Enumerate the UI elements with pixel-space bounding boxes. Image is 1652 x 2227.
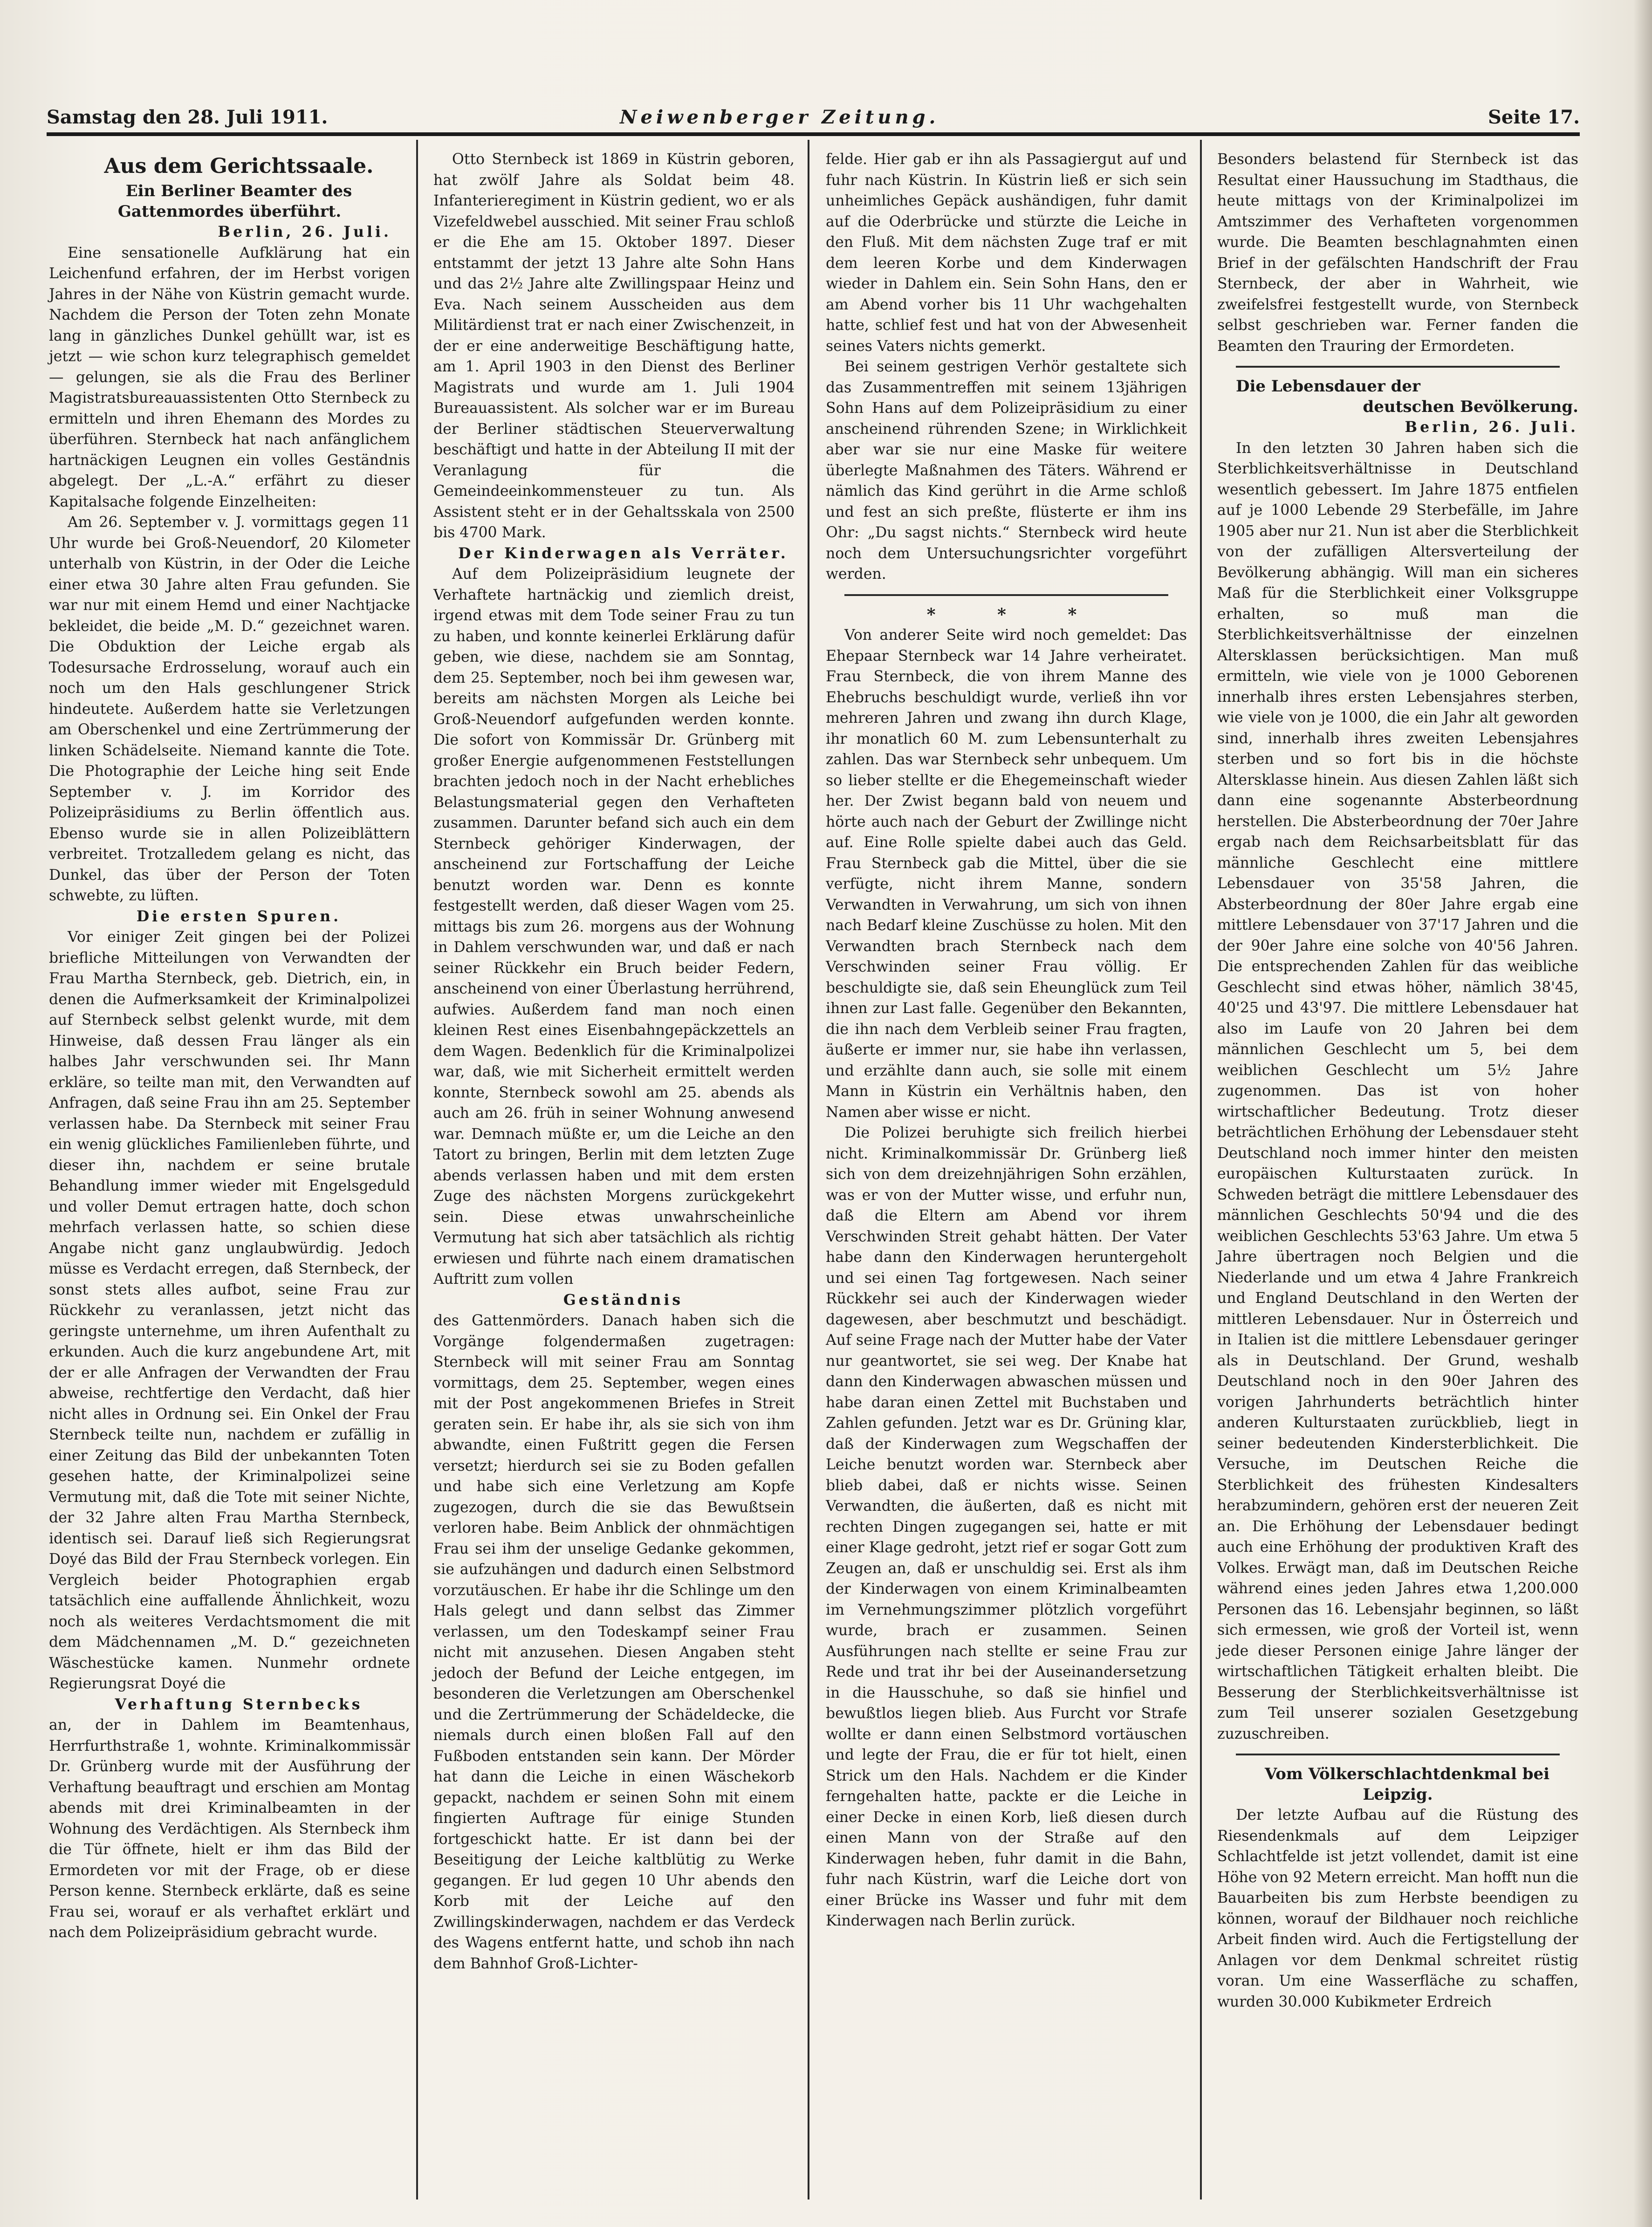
article-paragraph: an, der in Dahlem im Beamtenhaus, Herrfurthstraße 1, wohnte. Kriminalkommissär Dr. Grünberg wurde mit der Ausführung der Verhaftung beauftragt und erschien am Montag abends mit drei Kriminalbeamten in der Wohnung des Verdächtigen. Als Sternbeck ihm die Tür öffnete, hielt er ihm das Bild der Ermordeten vor mit der Frage, ob er diese Person kenne. Sternbeck erklärte, daß es seine Frau sei, worauf er als verhaftet erklärt und nach dem Polizeipräsidium gebracht wurde. bbox=[49, 1717, 410, 1941]
article-paragraph: Der letzte Aufbau auf die Rüstung des Riesendenkmals auf dem Leipziger Schlachtfelde ist jetzt vollendet, damit ist eine Höhe von 92 Metern erreicht. Man hofft nun die Bauarbeiten bis zum Herbste beendigen zu können, worauf der Bildhauer noch reichliche Arbeit finden wird. Auch die Fertigstellung der Anlagen vor dem Denkmal schreitet rüstig voran. Um eine Wasserfläche zu schaffen, wurden 30.000 Kubikmeter Erdreich bbox=[1217, 1807, 1578, 2010]
issue-date: Samstag den 28. Juli 1911. bbox=[47, 106, 328, 128]
column-rule-3 bbox=[1200, 140, 1202, 2200]
article-paragraph: Am 26. September v. J. vormittags gegen 11 Uhr wurde bei Groß-Neuendorf, 20 Kilometer unterhalb von Küstrin, in der Oder die Leiche einer etwa 30 Jahre alten Frau gefunden. Sie war nur mit einem Hemd und einer Nachtjacke bekleidet, die beide „M. D.“ gezeichnet waren. Die Obduktion der Leiche ergab als Todesursache Erdrosselung, worauf auch ein noch um den Hals geschlungener Strick hindeutete. Außerdem hatte sie Verletzungen am Oberschenkel und eine Zertrümmerung der linken Schädelseite. Niemand kannte die Tote. Die Photographie der Leiche hing seit Ende September v. J. im Korridor des Polizeipräsidiums zu Berlin öffentlich aus. Ebenso wurde sie in allen Polizeiblättern verbreitet. Trotzalledem gelang es nicht, das Dunkel, das über der Person der Toten schwebte, zu lüften. bbox=[49, 514, 410, 904]
asterism: * * * bbox=[926, 604, 1105, 624]
header-rule bbox=[47, 132, 1580, 136]
divider-rule bbox=[1236, 366, 1560, 368]
subheading: Geständnis bbox=[563, 1291, 684, 1309]
column-rule-1 bbox=[416, 140, 418, 2200]
column-4 bbox=[1217, 149, 1578, 2012]
article-paragraph: Die Polizei beruhigte sich freilich hierbei nicht. Kriminalkommissär Dr. Grünberg ließ sich von dem dreizehnjährigen Sohn erzählen, was er von der Mutter wisse, und erfuhr nun, daß die Eltern am Abend vor ihrem Verschwinden Streit gehabt hätten. Der Vater habe dann den Kinderwagen heruntergeholt und sei einen Tag fortgewesen. Nach seiner Rückkehr sei auch der Kinderwagen wieder dagewesen, aber beschmutzt und beschädigt. Auf seine Frage nach der Mutter habe der Vater nur geantwortet, sie sei weg. Der Knabe hat dann den Kinderwagen abwaschen müssen und habe daran einen Zettel mit Buchstaben und Zahlen gefunden. Jetzt war es Dr. Grüning klar, daß der Kinderwagen zum Wegschaffen der Leiche benutzt worden war. Sternbeck aber blieb dabei, daß er nichts wisse. Seinen Verwandten, die äußerten, daß es nicht mit rechten Dingen zugegangen sei, hatte er mit einer Klage gedroht, jetzt rief er sogar Gott zum Zeugen an, daß er unschuldig sei. Erst als ihm der Kinderwagen von einem Kriminalbeamten im Vernehmungszimmer plötzlich vorgeführt wurde, brach er zusammen. Seinen Ausführungen nach stellte er seine Frau zur Rede und trat ihr bei der Auseinandersetzung in die Hausschuhe, so daß sie hinfiel und bewußtlos liegen blieb. Aus Furcht vor Strafe wollte er dann einen Selbstmord vortäuschen und legte der Frau, die er für tot hielt, einen Strick um den Hals. Nachdem er die Kinder ferngehalten hatte, packte er die Leiche in einer Decke in einen Korb, ließ diesen durch einen Mann von der Straße auf den Kinderwagen heben, fuhr damit in die Bahn, fuhr nach Küstrin, warf die Leiche dort von einer Brücke ins Wasser und fuhr mit dem Kinderwagen nach Berlin zurück. bbox=[826, 1124, 1187, 1929]
section-title: Aus dem Gerichtssaale. bbox=[104, 154, 374, 178]
subheading: Der Kinderwagen als Verräter. bbox=[458, 544, 788, 562]
newspaper-title: Neiwenberger Zeitung. bbox=[620, 106, 939, 128]
article-paragraph: Otto Sternbeck ist 1869 in Küstrin geboren, hat zwölf Jahre als Soldat beim 48. Infanterieregiment in Küstrin gedient, wo er als Vizefeldwebel ausschied. Mit seiner Frau schloß er die Ehe am 15. Oktober 1897. Dieser entstammt der jetzt 13 Jahre alte Sohn Hans und das 2½ Jahre alte Zwillingspaar Heinz und Eva. Nach seinem Ausscheiden aus dem Militärdienst trat er nach einer Zwischenzeit, in der er eine anderweitige Beschäftigung hatte, am 1. April 1903 in den Dienst des Berliner Magistrats und wurde am 1. Juli 1904 Bureauassistent. Als solcher war er im Bureau der Berliner städtischen Steuerverwaltung beschäftigt und hatte in der Abteilung II mit der Veranlagung für die Gemeindeeinkommensteuer zu tun. Als Assistent steht er in der Gehaltsskala von 2500 bis 4700 Mark. bbox=[433, 151, 795, 541]
column-1 bbox=[49, 149, 410, 1943]
article-paragraph: Auf dem Polizeipräsidium leugnete der Verhaftete hartnäckig und ziemlich dreist, irgend etwas mit dem Tode seiner Frau zu tun zu haben, und konnte keinerlei Erklärung dafür geben, wie diese, nachdem sie am Sonntag, dem 25. September, noch bei ihm gewesen war, bereits am nächsten Morgen als Leiche bei Groß-Neuendorf aufgefunden werden konnte. Die sofort von Kommissär Dr. Grünberg mit großer Energie aufgenommenen Feststellungen brachten jedoch noch in der Nacht erhebliches Belastungsmaterial gegen den Verhafteten zusammen. Darunter befand sich auch ein dem Sternbeck gehöriger Kinderwagen, der anscheinend zur Fortschaffung der Leiche benutzt worden war. Denn es konnte festgestellt werden, daß dieser Wagen vom 25. mittags bis zum 26. morgens aus der Wohnung in Dahlem verschwunden war, und daß er nach seiner Rückkehr ein Bruch beider Federn, anscheinend von einer Überlastung herrührend, aufwies. Außerdem fand man noch einen kleinen Rest eines Eisenbahngepäckzettels an dem Wagen. Bedenklich für die Kriminalpolizei war, daß, wie mit Sicherheit ermittelt werden konnte, Sternbeck sowohl am 25. abends als auch am 26. früh in seiner Wohnung anwesend war. Demnach müßte er, um die Leiche an den Tatort zu bringen, Berlin mit dem letzten Zuge abends verlassen haben und mit dem ersten Zuge des nächsten Morgens zurückgekehrt sein. Diese etwas unwahrscheinliche Vermutung hat sich aber tatsächlich als richtig erwiesen und führte nach einem dramatischen Auftritt zum vollen bbox=[433, 566, 795, 1288]
headline: Ein Berliner Beamter des Gattenmordes überführt. bbox=[117, 182, 352, 221]
article-paragraph: In den letzten 30 Jahren haben sich die Sterblichkeitsverhältnisse in Deutschland wesentlich gebessert. Im Jahre 1875 entfielen auf je 1000 Lebende 29 Sterbefälle, im Jahre 1905 aber nur 21. Nun ist aber die Sterblichkeit von der zufälligen Altersverteilung der Bevölkerung abhängig. Will man ein sicheres Maß für die Sterblichkeit einer Volksgruppe erhalten, so muß man die Sterblichkeitsverhältnisse der einzelnen Altersklassen berücksichtigen. Man muß ermitteln, wie viele von je 1000 Geborenen innerhalb ihres ersten Lebensjahres sterben, wie viele von je 1000, die ein Jahr alt geworden sind, innerhalb ihres zweiten Lebensjahres sterben und so fort bis in die höchste Altersklasse hinein. Aus diesen Zahlen läßt sich dann eine sogenannte Absterbeordnung herstellen. Die Absterbeordnung der 70er Jahre ergab nach dem Reichsarbeitsblatt für das männliche Geschlecht eine mittlere Lebensdauer von 35'58 Jahren, die Absterbeordnung der 80er Jahre ergab eine mittlere Lebensdauer von 37'17 Jahren und die der 90er Jahre eine solche von 40'56 Jahren. Die entsprechenden Zahlen für das weibliche Geschlecht sind etwas höher, nämlich 38'45, 40'25 und 43'97. Die mittlere Lebensdauer hat also im Laufe von 20 Jahren bei dem männlichen Geschlecht um 5, bei dem weiblichen Geschlecht um 5½ Jahre zugenommen. Das ist von hoher wirtschaftlicher Bedeutung. Trotz dieser beträchtlichen Erhöhung der Lebensdauer steht Deutschland noch immer hinter den meisten europäischen Kulturstaaten zurück. In Schweden beträgt die mittlere Lebensdauer des männlichen Geschlechts 50'94 und die des weiblichen Geschlechts 53'63 Jahre. Um etwa 5 Jahre übertragen noch Belgien und die Niederlande und um etwa 4 Jahre Frankreich und England Deutschland in den Werten der mittleren Lebensdauer. Nur in Österreich und in Italien ist die mittlere Lebensdauer geringer als in Deutschland. Der Grund, weshalb Deutschland noch in den 90er Jahren des vorigen Jahrhunderts beträchtlich hinter anderen Kulturstaaten zurückblieb, liegt in seiner bedeutenden Kindersterblichkeit. Die Versuche, im Deutschen Reiche die Sterblichkeit des frühesten Kindesalters herabzumindern, gehören erst der neueren Zeit an. Die Erhöhung der Lebensdauer bedingt auch eine Erhöhung der produktiven Kraft des Volkes. Erwägt man, daß im Deutschen Reiche während eines jeden Jahres etwa 1,200.000 Personen das 16. Lebensjahr beginnen, so läßt sich ermessen, wie groß der Vorteil ist, wenn jede dieser Personen einige Jahre länger der wirtschaftlichen Tätigkeit erhalten bleibt. Die Besserung der Sterblichkeitsverhältnisse ist zum Teil unserer sozialen Gesetzgebung zuzuschreiben. bbox=[1217, 439, 1578, 1742]
article-paragraph: Von anderer Seite wird noch gemeldet: Das Ehepaar Sternbeck war 14 Jahre verheiratet. Frau Sternbeck, die von ihrem Manne des Ehebruchs beschuldigt wurde, verließ ihn vor mehreren Jahren und zwang ihn durch Klage, ihr monatlich 60 M. zum Lebensunterhalt zu zahlen. Das war Sternbeck sehr unbequem. Um so lieber stellte er die Ehegemeinschaft wieder her. Der Zwist begann bald von neuem und hörte auch nach der Geburt der Zwillinge nicht auf. Eine Rolle spielte dabei auch das Geld. Frau Sternbeck gab die Mittel, über die sie verfügte, nicht ihrem Manne, sondern Verwandten in Verwahrung, um sich von ihnen nach Bedarf kleine Zuschüsse zu holen. Mit den Verwandten brach Sternbeck nach dem Verschwinden seiner Frau völlig. Er beschuldigte sie, daß sein Eheunglück zum Teil ihnen zur Last falle. Gegenüber den Bekannten, die ihn nach dem Verbleib seiner Frau fragten, äußerte er immer nur, sie habe ihn verlassen, und erzählte dann auch, sie solle mit einem Mann in Küstrin ein Verhältnis haben, den Namen aber wisse er nicht. bbox=[826, 627, 1187, 1121]
dateline: Berlin, 26. Juli. bbox=[218, 223, 391, 240]
article-paragraph: Bei seinem gestrigen Verhör gestaltete sich das Zusammentreffen mit seinem 13jährigen Sohn Hans auf dem Polizeipräsidium zu einer anscheinend rührenden Szene; in Wirklichkeit aber war sie nur eine Maske für weitere überlegte Maßnahmen des Täters. Während er nämlich das Kind gerührt in die Arme schloß und fest an sich preßte, flüsterte er ihm ins Ohr: „Du sagst nichts.“ Sternbeck wird heute noch dem Untersuchungsrichter vorgeführt werden. bbox=[826, 358, 1187, 582]
divider-rule bbox=[844, 594, 1168, 596]
article-paragraph: Eine sensationelle Aufklärung hat ein Leichenfund erfahren, der im Herbst vorigen Jahres in der Nähe von Küstrin gemacht wurde. Nachdem die Person der Toten zehn Monate lang in gänzliches Dunkel gehüllt war, ist es jetzt — wie schon kurz telegraphisch gemeldet — gelungen, sie als die Frau des Berliner Magistratsbureauassistenten Otto Sternbeck zu ermitteln und ihren Ehemann des Mordes zu überführen. Sternbeck hat nach anfänglichem hartnäckigen Leugnen ein volles Geständnis abgelegt. Der „L.-A.“ erfährt zu dieser Kapitalsache folgende Einzelheiten: bbox=[49, 244, 410, 510]
headline: deutschen Bevölkerung. bbox=[1363, 397, 1578, 416]
page-number: Seite 17. bbox=[1488, 106, 1580, 128]
column-3 bbox=[826, 149, 1187, 1932]
article-paragraph: Besonders belastend für Sternbeck ist das Resultat einer Haussuchung im Stadthaus, die heute mittags von der Kriminalpolizei im Amtszimmer des Verhafteten vorgenommen wurde. Die Beamten beschlagnahmten einen Brief in der gefälschten Handschrift der Frau Sternbeck, der aber in Wahrheit, wie zweifelsfrei festgestellt wurde, von Sternbeck selbst geschrieben war. Ferner fanden die Beamten den Trauring der Ermordeten. bbox=[1217, 151, 1578, 355]
headline: Die Lebensdauer der bbox=[1236, 377, 1420, 396]
dateline: Berlin, 26. Juli. bbox=[1405, 418, 1578, 436]
column-rule-2 bbox=[808, 140, 809, 2200]
article-paragraph: felde. Hier gab er ihn als Passagiergut auf und fuhr nach Küstrin. In Küstrin ließ er sich sein unheimliches Gepäck aushändigen, fuhr damit auf die Oderbrücke und stürzte die Leiche in den Fluß. Mit dem nächsten Zuge traf er mit dem leeren Korbe und dem Kinderwagen wieder in Dahlem ein. Sein Sohn Hans, den er am Abend vorher bis 11 Uhr wachgehalten hatte, schlief fest und hat von der Abwesenheit seines Vaters nichts gemerkt. bbox=[826, 151, 1187, 355]
column-2 bbox=[433, 149, 795, 1974]
article-paragraph: des Gattenmörders. Danach haben sich die Vorgänge folgendermaßen zugetragen: Sternbeck will mit seiner Frau am Sonntag vormittags, dem 25. September, wegen eines mit der Post angekommenen Briefes in Streit geraten sein. Er habe ihr, als sie sich von ihm abwandte, einen Fußtritt gegen die Fersen versetzt; hierdurch sei sie zu Boden gefallen und habe sich eine Verletzung am Kopfe zugezogen, durch die sie das Bewußtsein verloren habe. Beim Anblick der ohnmächtigen Frau sei ihm der unselige Gedanke gekommen, sie aufzuhängen und dadurch einen Selbstmord vorzutäuschen. Er habe ihr die Schlinge um den Hals gelegt und dann selbst das Zimmer verlassen, um den Todeskampf seiner Frau nicht mit anzusehen. Diesen Angaben steht jedoch der Befund der Leiche entgegen, im besonderen die Verletzungen am Oberschenkel und die Zertrümmerung der Schädeldecke, die niemals durch einen bloßen Fall auf den Fußboden entstanden sein kann. Der Mörder hat dann die Leiche in einen Wäschekorb gepackt, nachdem er seinen Sohn mit einem fingierten Auftrage für einige Stunden fortgeschickt hatte. Er ist dann bei der Beseitigung der Leiche kaltblütig zu Werke gegangen. Er lud gegen 10 Uhr abends den Korb mit der Leiche auf den Zwillingskinderwagen, nachdem er das Verdeck des Wagens entfernt hatte, und schob ihn nach dem Bahnhof Groß-Lichter- bbox=[433, 1312, 795, 1972]
headline: Vom Völkerschlachtdenkmal bei Leipzig. bbox=[1264, 1765, 1550, 1804]
masthead bbox=[47, 106, 1580, 134]
subheading: Die ersten Spuren. bbox=[136, 907, 342, 925]
page-edge-shadow bbox=[1633, 0, 1652, 2227]
divider-rule bbox=[1236, 1754, 1560, 1755]
article-paragraph: Vor einiger Zeit gingen bei der Polizei briefliche Mitteilungen von Verwandten der Frau Martha Sternbeck, geb. Dietrich, ein, in denen die Aufmerksamkeit der Kriminalpolizei auf Sternbeck selbst gelenkt wurde, mit dem Hinweise, daß dessen Frau länger als ein halbes Jahr verschwunden sei. Ihr Mann erkläre, so teilte man mit, den Verwandten auf Anfragen, daß seine Frau ihn am 25. September verlassen habe. Da Sternbeck mit seiner Frau ein wenig glückliches Familienleben führte, und dieser ihn, nachdem er seine brutale Behandlung immer wieder mit Engelsgeduld und voller Demut ertragen hatte, doch schon mehrfach verlassen hatte, so schien diese Angabe nicht ganz unglaubwürdig. Jedoch müsse es Verdacht erregen, daß Sternbeck, der sonst stets alles aufbot, seine Frau zur Rückkehr zu veranlassen, jetzt nicht das geringste unternehme, um ihren Aufenthalt zu erkunden. Auch die kurz angebundene Art, mit der er alle Anfragen der Verwandten der Frau abweise, rechtfertige den Verdacht, daß hier nicht alles in Ordnung sei. Ein Onkel der Frau Sternbeck teilte nun, nachdem er zufällig in einer Zeitung das Bild der unbekannten Toten gesehen hatte, der Kriminalpolizei seine Vermutung mit, daß die Tote mit seiner Nichte, der 32 Jahre alten Frau Martha Sternbeck, identisch sei. Darauf ließ sich Regierungsrat Doyé das Bild der Frau Sternbeck vorlegen. Ein Vergleich beider Photographien ergab tatsächlich eine auffallende Ähnlichkeit, wozu noch als weiteres Verdachtsmoment die mit dem Mädchennamen „M. D.“ gezeichneten Wäschestücke kamen. Nunmehr ordnete Regierungsrat Doyé die bbox=[49, 929, 410, 1692]
subheading: Verhaftung Sternbecks bbox=[115, 1695, 363, 1713]
